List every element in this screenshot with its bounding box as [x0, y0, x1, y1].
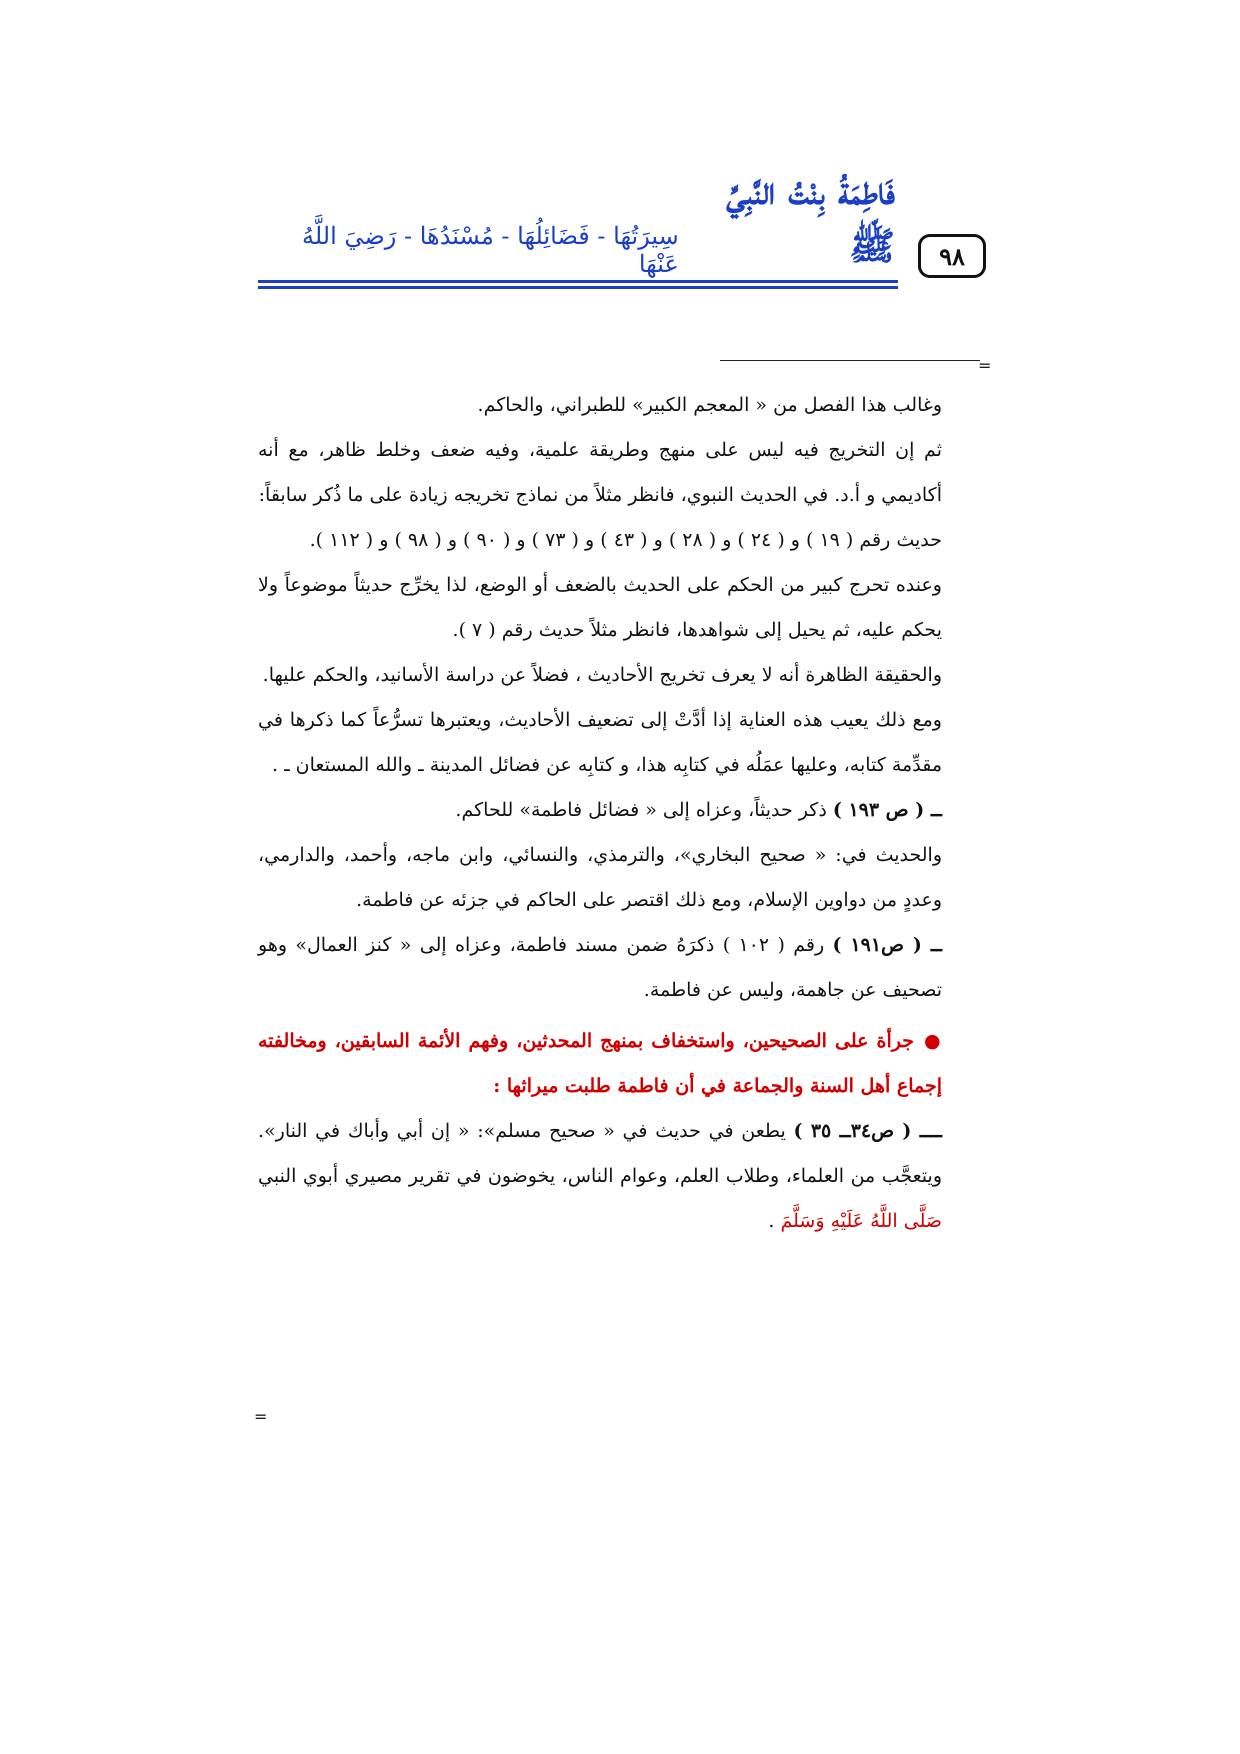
paragraph: ثم إن التخريج فيه ليس على منهج وطريقة علمية، وفيه ضعف وخلط ظاهر، مع أنه أكاديمي و أ.د. في الحديث النبوي، فانظر مثلاً من نماذج تخريجه زيادة على ما ذُكر سابقاً: [258, 439, 942, 506]
paragraph: وعنده تحرج كبير من الحكم على الحديث بالضعف أو الوضع، لذا يخرِّج حديثاً موضوعاً ولا يحكم عليه، ثم يحيل إلى شواهدها، فانظر مثلاً حديث رقم ( ٧ ). [258, 574, 942, 641]
header-rule-top [258, 280, 898, 283]
book-title-main: فَاطِمَةُ بِنْتُ النَّبِيِّ ﷺ [726, 168, 895, 268]
paragraph-end: . [768, 1210, 781, 1232]
paragraph: ومع ذلك يعيب هذه العناية إذا أدَّتْ إلى تضعيف الأحاديث، ويعتبرها تسرُّعاً كما ذكرها في مقدِّمة كتابه، وعليها عمَلُه في كتابِه هذا، و كتابِه عن فضائل المدينة ـ والله المستعان ـ . [258, 709, 942, 776]
page-number: ٩٨ [918, 234, 986, 278]
bullet-icon: ● [923, 1030, 942, 1052]
paragraph-text: ذكر حديثاً، وعزاه إلى « فضائل فاطمة» للحاكم. [455, 799, 833, 821]
section-heading [258, 1019, 942, 1109]
footnote-body [258, 383, 942, 1244]
paragraph: والحديث في: « صحيح البخاري»، والترمذي، والنسائي، وابن ماجه، وأحمد، والدارمي، وعددٍ من دواوين الإسلام، ومع ذلك اقتصر على الحاكم في جزئه عن فاطمة. [258, 844, 942, 911]
section-heading-text: جرأة على الصحيحين، واستخفاف بمنهج المحدثين، وفهم الأئمة السابقين، ومخالفته إجماع أهل السنة والجماعة في أن فاطمة طلبت ميراثها : [258, 1030, 942, 1097]
page-reference: ــــ ( ص٣٤ــ ٣٥ ) [793, 1120, 942, 1142]
paragraph-text: رقم ( ١٠٢ ) ذكرَهُ ضمن مسند فاطمة، وعزاه إلى « كنز العمال» وهو تصحيف عن جاهمة، وليس عن فاطمة. [258, 934, 942, 1001]
paragraph-text: يطعن في حديث في « صحيح مسلم»: « إن أبي وأباك في النار». ويتعجَّب من العلماء، وطلاب العلم، وعوام الناس، يخوضون في تقرير مصيري أبوي النبي [258, 1120, 942, 1187]
continuation-mark-bottom: = [254, 1407, 268, 1426]
book-title-sub: سِيرَتُهَا - فَضَائِلُهَا - مُسْنَدُهَا - رَضِيَ اللَّهُ عَنْهَا [301, 222, 679, 278]
paragraph: والحقيقة الظاهرة أنه لا يعرف تخريج الأحاديث ، فضلاً عن دراسة الأسانيد، والحكم عليها. [262, 664, 942, 686]
book-title [295, 168, 895, 278]
header-rule-bottom [258, 286, 898, 289]
continuation-mark-top: = [978, 356, 992, 375]
page-reference: ــ ( ص١٩١ ) [832, 934, 942, 956]
paragraph [258, 788, 942, 833]
paragraph: وغالب هذا الفصل من « المعجم الكبير» للطبراني، والحاكم. [477, 394, 942, 416]
page-reference: ــ ( ص ١٩٣ ) [832, 799, 942, 821]
paragraph [258, 1109, 942, 1244]
footnote-separator [720, 360, 980, 361]
page-header [0, 0, 1240, 300]
blessing-phrase: صَلَّى اللَّهُ عَلَيْهِ وَسَلَّمَ [780, 1210, 942, 1232]
paragraph: حديث رقم ( ١٩ ) و ( ٢٤ ) و ( ٢٨ ) و ( ٤٣ ) و ( ٧٣ ) و ( ٩٠ ) و ( ٩٨ ) و ( ١١٢ ). [309, 529, 942, 551]
paragraph [258, 923, 942, 1013]
